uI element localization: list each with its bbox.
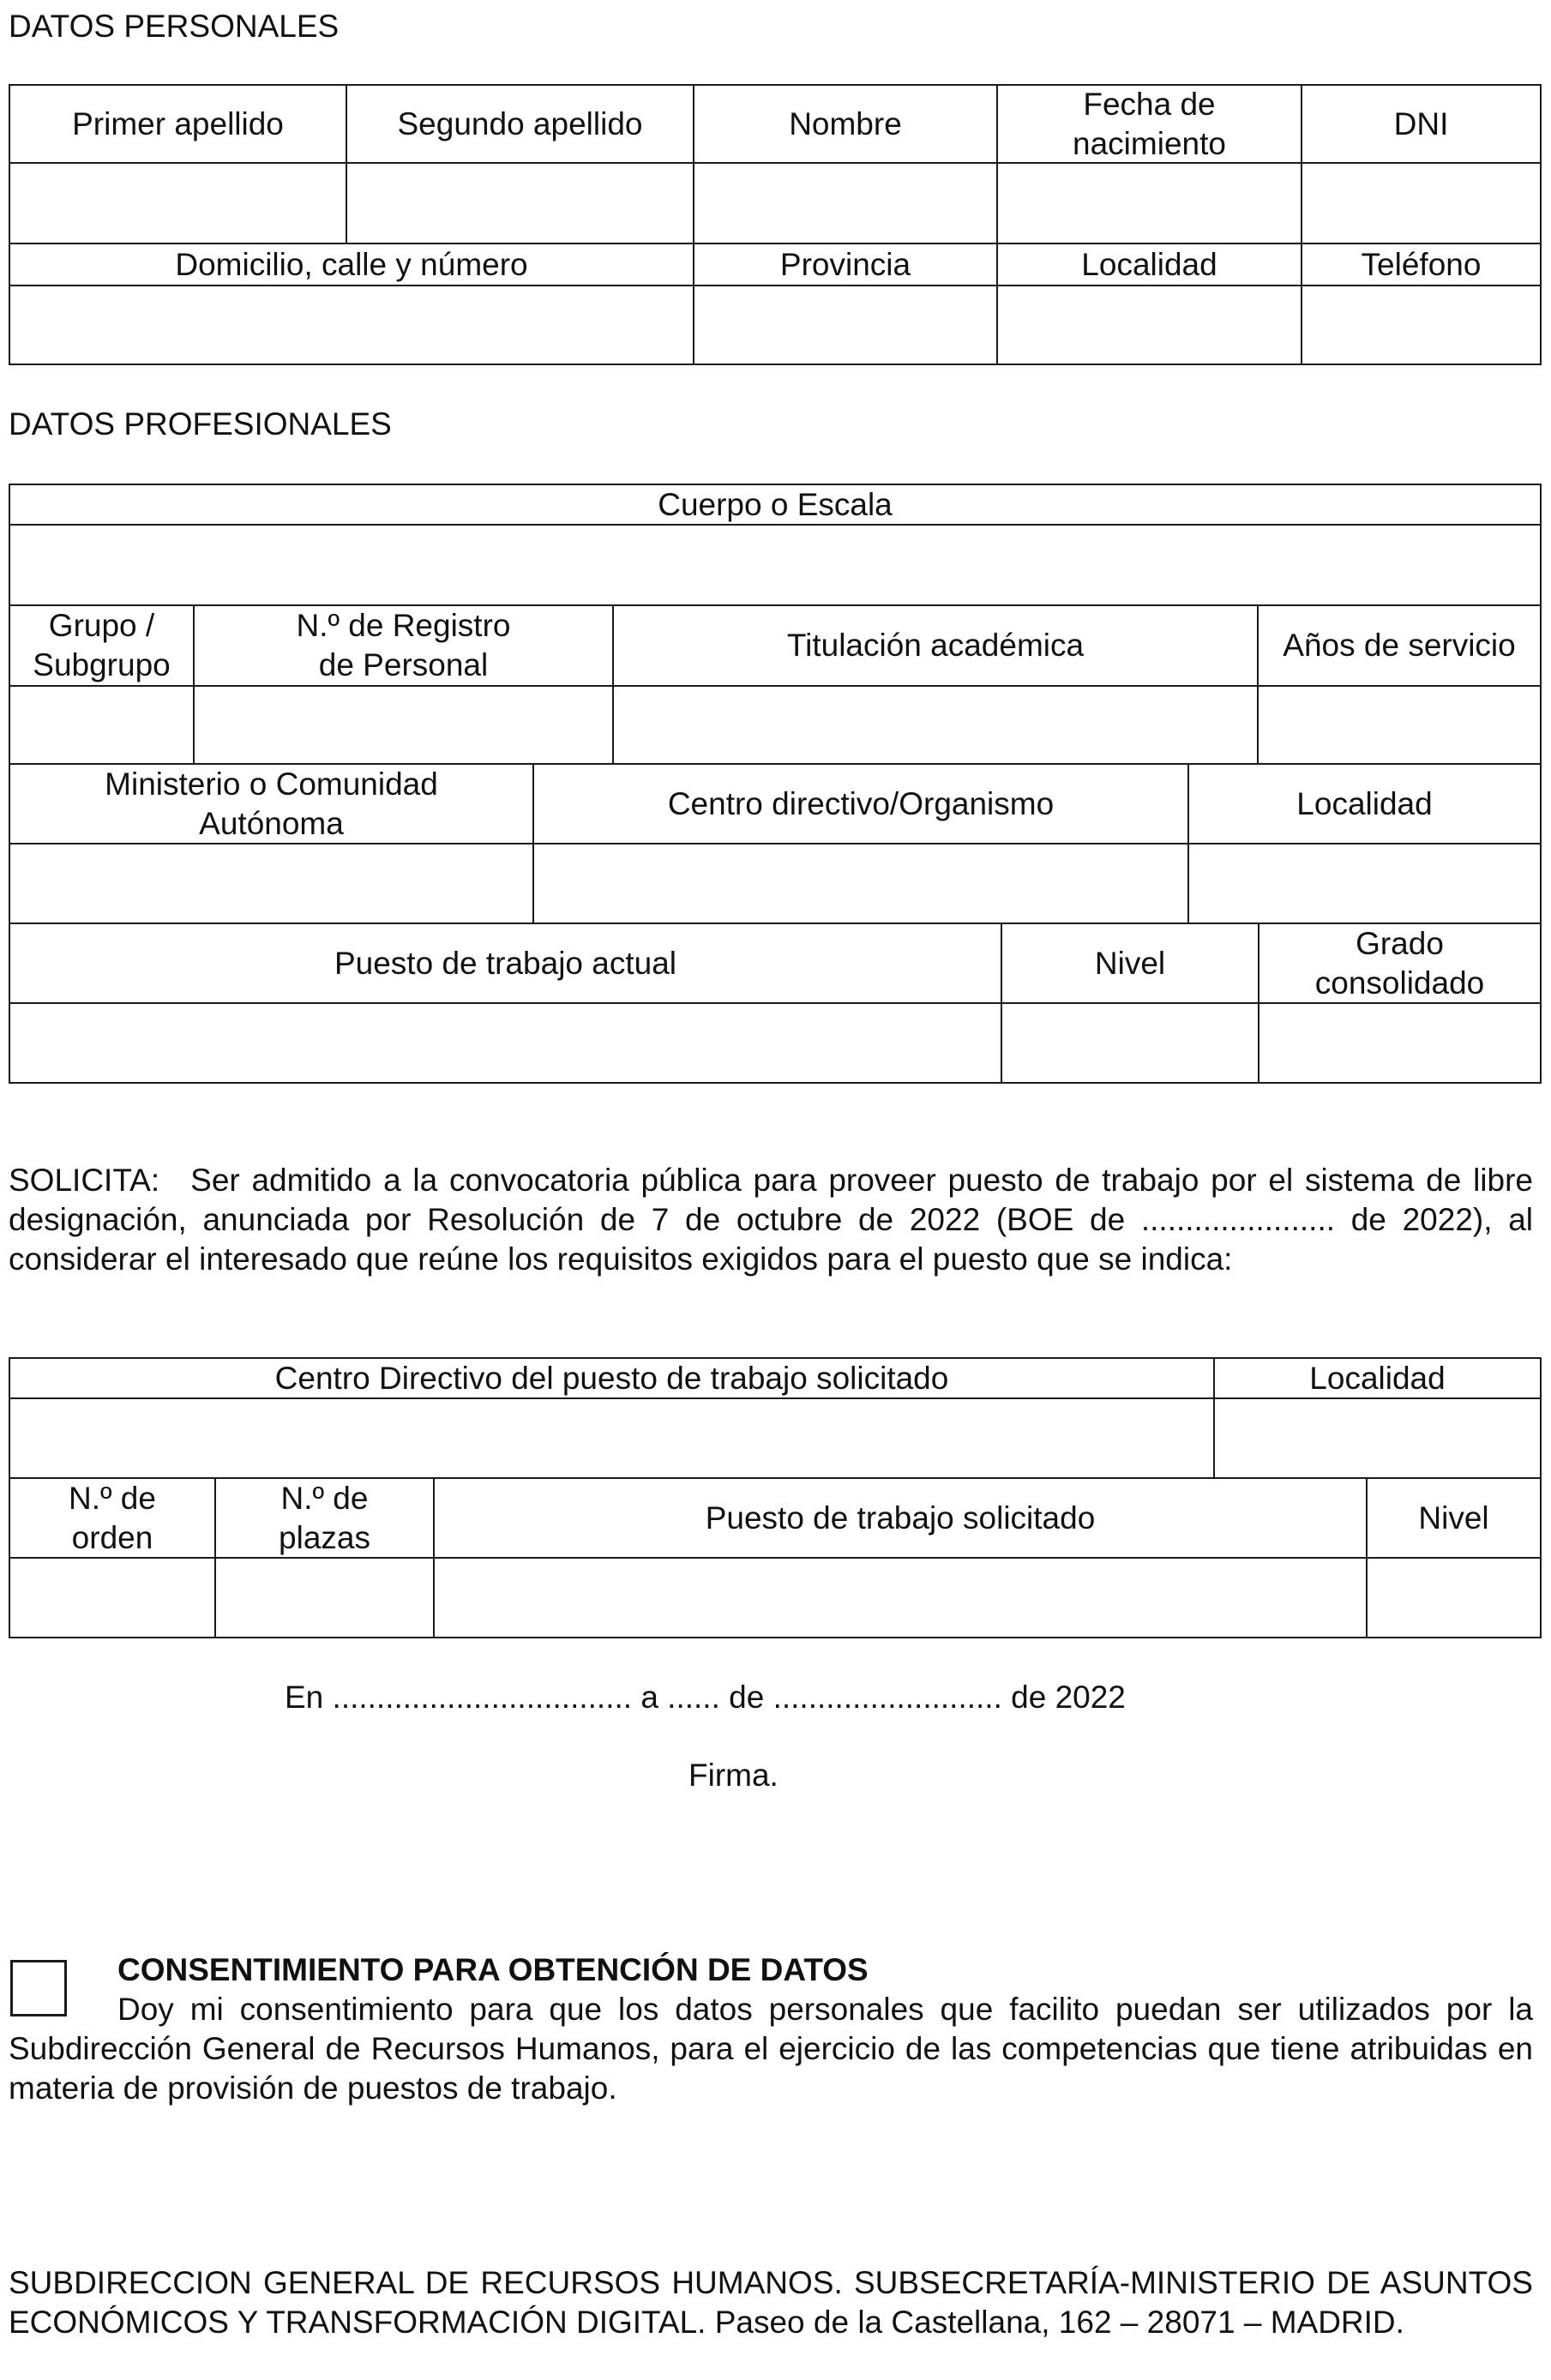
col-domicilio: Domicilio, calle y número [175,246,528,282]
col-numero-orden: N.º de orden [69,1480,156,1555]
fecha-nacimiento-field[interactable] [998,164,1301,243]
col-cuerpo-escala: Cuerpo o Escala [658,486,893,522]
localidad-solicitada-field[interactable] [1215,1399,1540,1477]
col-primer-apellido: Primer apellido [72,105,284,141]
provincia-field[interactable] [694,286,996,364]
col-segundo-apellido: Segundo apellido [397,105,643,141]
col-localidad: Localidad [1081,246,1217,282]
centro-directivo-field[interactable] [534,844,1187,923]
col-ministerio: Ministerio o Comunidad Autónoma [105,766,438,841]
puesto-solicitado-field[interactable] [435,1559,1366,1637]
grado-consolidado-field[interactable] [1259,1004,1540,1082]
col-localidad-profesional: Localidad [1296,785,1433,821]
col-numero-plazas: N.º de plazas [279,1480,370,1555]
solicita-paragraph [9,1161,1533,1279]
signature-label: Firma. [688,1758,779,1793]
col-nombre: Nombre [789,105,902,141]
professional-data-heading: DATOS PROFESIONALES [9,406,392,442]
numero-orden-field[interactable] [10,1559,214,1637]
col-grado-consolidado: Grado consolidado [1314,925,1485,1001]
localidad-profesional-field[interactable] [1189,844,1540,923]
col-titulacion: Titulación académica [786,628,1085,663]
segundo-apellido-field[interactable] [347,164,693,243]
telefono-field[interactable] [1302,286,1540,364]
solicita-label: SOLICITA: [9,1163,160,1198]
grupo-subgrupo-field[interactable] [10,687,193,763]
col-puesto-actual: Puesto de trabajo actual [334,945,677,981]
domicilio-field[interactable] [10,286,693,364]
col-nivel: Nivel [1094,945,1166,981]
localidad-field[interactable] [998,286,1301,364]
personal-data-heading: DATOS PERSONALES [9,9,340,44]
col-telefono: Teléfono [1361,246,1482,282]
titulacion-field[interactable] [614,687,1257,763]
nivel-solicitado-field[interactable] [1368,1559,1540,1637]
col-grupo-subgrupo: Grupo / Subgrupo [33,608,171,682]
col-dni: DNI [1393,105,1449,141]
ministerio-field[interactable] [10,844,532,923]
nivel-field[interactable] [1002,1004,1258,1082]
solicita-text: Ser admitido a la convocatoria pública para proveer puesto de trabajo por el sistema de libre designación, anunciada por Resolución de 7 de octubre de 2022 (BOE de ...................... de 2022), al considerar el interesado que reúne los requisitos exigidos para el puesto que se indica: [9,1163,1533,1277]
primer-apellido-field[interactable] [10,164,346,243]
footer-address: SUBDIRECCION GENERAL DE RECURSOS HUMANOS. SUBSECRETARÍA-MINISTERIO DE ASUNTOS ECONÓMICOS Y TRANSFORMACIÓN DIGITAL. Paseo de la Castellana, 162 – 28071 – MADRID. [9,2265,1533,2340]
col-localidad-solicitada: Localidad [1309,1360,1446,1396]
consent-text: Doy mi consentimiento para que los datos personales que facilito puedan ser utilizados por la Subdirección General de Recursos Humanos, para el ejercicio de las competencias que tiene atribuidas en materia de provisión de puestos de trabajo. [9,1992,1533,2106]
date-line: En .................................. a ...... de .......................... de 2022 [285,1680,1126,1715]
centro-directivo-solicitado-field[interactable] [10,1399,1213,1477]
col-anos-servicio: Años de servicio [1283,628,1516,663]
anos-servicio-field[interactable] [1259,687,1540,763]
registro-personal-field[interactable] [195,687,612,763]
col-nivel-solicitado: Nivel [1418,1500,1489,1536]
cuerpo-escala-field[interactable] [10,526,1540,604]
col-puesto-solicitado: Puesto de trabajo solicitado [705,1500,1096,1536]
col-fecha-nacimiento: Fecha de nacimiento [1073,86,1226,161]
col-provincia: Provincia [779,246,911,282]
col-centro-directivo: Centro directivo/Organismo [667,785,1055,821]
consent-title: CONSENTIMIENTO PARA OBTENCIÓN DE DATOS [117,1952,869,1987]
numero-plazas-field[interactable] [216,1559,433,1637]
nombre-field[interactable] [694,164,996,243]
dni-field[interactable] [1302,164,1540,243]
col-centro-directivo-solicitado: Centro Directivo del puesto de trabajo solicitado [274,1360,949,1396]
puesto-actual-field[interactable] [10,1004,1001,1082]
col-registro-personal: N.º de Registro de Personal [296,608,511,682]
